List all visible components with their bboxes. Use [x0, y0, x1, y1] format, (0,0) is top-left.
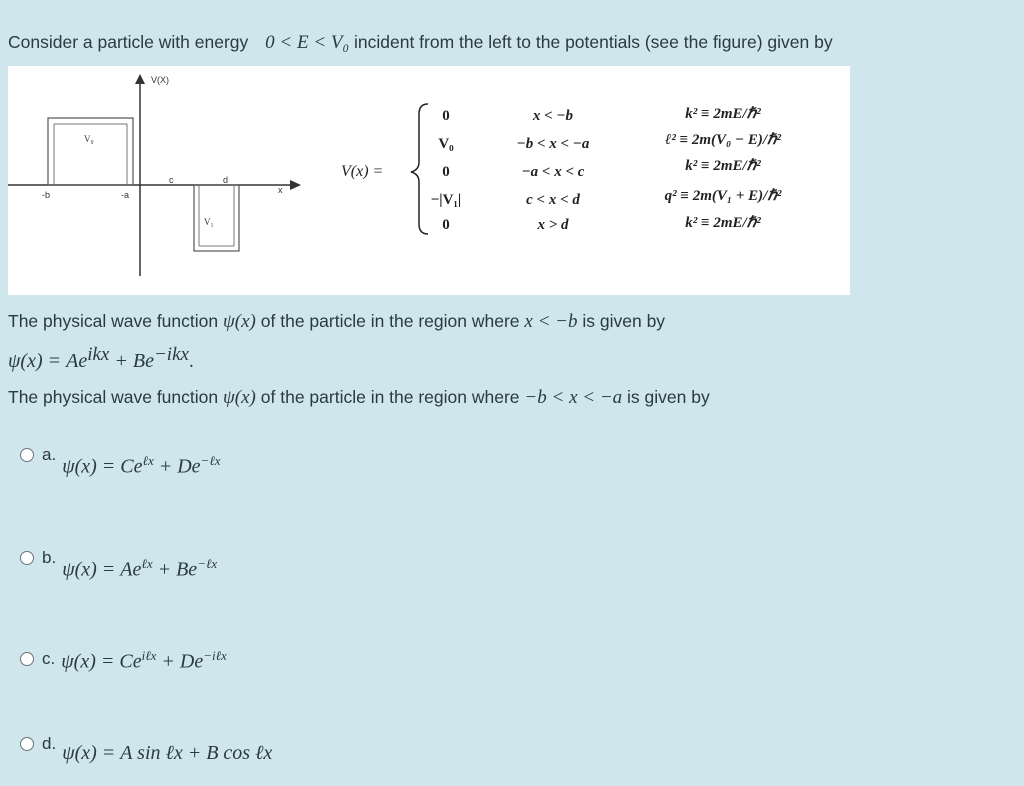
- question-region-1: [8, 311, 665, 333]
- y-axis-arrow: [135, 74, 145, 84]
- option-d-formula: ψ(x) = A sin ℓx + B cos ℓx: [62, 742, 273, 764]
- row-2-range: −a < x < c: [521, 164, 585, 180]
- x-label: x: [278, 185, 283, 195]
- row-2-val: 0: [442, 164, 450, 180]
- x-axis-arrow: [290, 180, 301, 190]
- tick-d: d: [223, 175, 229, 185]
- radio-c[interactable]: [20, 652, 34, 666]
- option-b[interactable]: [20, 548, 217, 582]
- row-4-def: k² ≡ 2mE/ℏ²: [685, 215, 761, 231]
- v1-well: [194, 185, 239, 251]
- row-3-range: c < x < d: [526, 192, 580, 208]
- row-1-def: ℓ² ≡ 2m(V₀ − E)/ℏ²: [664, 132, 782, 148]
- option-d-letter: d.: [42, 734, 57, 753]
- question-region-2: [8, 387, 710, 409]
- row-1-range: −b < x < −a: [516, 136, 590, 152]
- axis-label: V(X): [151, 75, 169, 85]
- intro-text-2: incident from the left to the potentials (see the figure) given by: [353, 32, 833, 52]
- radio-d[interactable]: [20, 737, 34, 751]
- line3-part2: + Be: [109, 349, 154, 372]
- tick-c: c: [169, 175, 174, 185]
- row-1-val: V₀: [438, 136, 454, 152]
- v0-barrier: [48, 118, 133, 185]
- vx-label: V(x) =: [341, 163, 384, 180]
- option-c-letter: c.: [42, 649, 56, 668]
- line4-text: The physical wave function: [8, 387, 219, 407]
- line3-part1: ψ(x) = Ae: [8, 349, 88, 372]
- option-a-formula: $\psi(x) = Ce^{\ell x} + De^{-\ell x}$: [62, 453, 221, 478]
- option-c-formula: $\psi(x) = Ce^{i\ell x} + De^{-i\ell x}$: [61, 648, 227, 673]
- option-b-letter: b.: [42, 548, 57, 567]
- line4-text3: is given by: [627, 387, 710, 407]
- option-a[interactable]: [20, 445, 221, 479]
- line3-sup1: ikx: [87, 344, 110, 365]
- line2-text: The physical wave function: [8, 311, 219, 331]
- v0-label: V₀: [84, 134, 94, 144]
- option-b-formula: $\psi(x) = Ae^{\ell x} + Be^{-\ell x}$: [62, 556, 218, 581]
- brace: [411, 104, 428, 234]
- row-2-def: k² ≡ 2mE/ℏ²: [685, 158, 761, 174]
- line3-end: .: [188, 350, 194, 372]
- line3-sup2: −ikx: [153, 344, 189, 365]
- option-c[interactable]: [20, 649, 227, 674]
- line2-text3: is given by: [582, 311, 666, 331]
- line2-psi: ψ(x): [223, 311, 256, 332]
- radio-b[interactable]: [20, 551, 34, 565]
- option-a-letter: a.: [42, 445, 57, 464]
- line4-region: −b < x < −a: [524, 387, 623, 408]
- line4-psi: ψ(x): [223, 387, 256, 408]
- intro-text: Consider a particle with energy: [8, 32, 249, 52]
- row-4-val: 0: [442, 217, 450, 233]
- row-0-def: k² ≡ 2mE/ℏ²: [685, 106, 761, 122]
- row-4-range: x > d: [537, 217, 569, 233]
- line4-text2: of the particle in the region where: [260, 387, 520, 407]
- option-d[interactable]: [20, 734, 272, 765]
- v1-label: V₁: [204, 217, 214, 227]
- potential-figure: [8, 66, 850, 295]
- line2-region: x < −b: [524, 311, 578, 332]
- radio-a[interactable]: [20, 448, 34, 462]
- given-wavefunction: [8, 344, 194, 373]
- row-3-def: q² ≡ 2m(V₁ + E)/ℏ²: [664, 188, 782, 204]
- line2-text2: of the particle in the region where: [260, 311, 520, 331]
- tick-neg-a: -a: [121, 190, 130, 200]
- question-intro: [8, 32, 833, 54]
- row-0-range: x < −b: [532, 108, 574, 124]
- tick-neg-b: -b: [42, 190, 51, 200]
- energy-condition: 0 < E < V₀: [265, 32, 350, 53]
- row-0-val: 0: [442, 108, 450, 124]
- row-3-val: −|V₁|: [430, 192, 462, 208]
- potential-diagram: [8, 66, 850, 295]
